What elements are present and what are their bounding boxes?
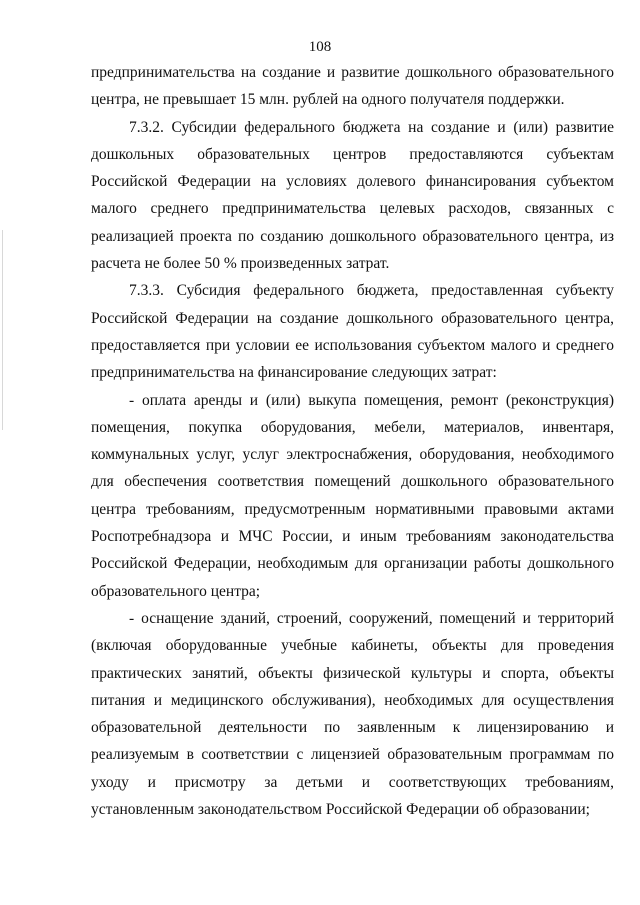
page-number: 108 <box>308 39 332 55</box>
body-text <box>91 59 614 823</box>
list-item-rent-repair: - оплата аренды и (или) выкупа помещения, ремонт (реконструкция) помещения, покупка оборудования, мебели, материалов, инвентаря, коммунальных услуг, услуг электроснабжения, оборудования, необходимого для обеспечения соответствия помещений дошкольного образовательного центра требованиям, предусмотренным нормативными правовыми актами Роспотребнадзора и МЧС России, и иным требованиям законодательства Российской Федерации, необходимым для организации работы дошкольного образовательного центра; <box>91 391 614 600</box>
list-item-equipment: - оснащение зданий, строений, сооружений, помещений и территорий (включая оборудованные учебные кабинеты, объекты для проведения практических занятий, объекты физической культуры и спорта, объекты питания и медицинского обслуживания), необходимых для осуществления образовательной деятельности по заявленным к лицензированию и реализуемым в соответствии с лицензией образовательным программам по уходу и присмотру за детьми и соответствующих требованиям, установленным законодательством Российской Федерации об образовании; <box>91 609 614 819</box>
paragraph-7-3-3: 7.3.3. Субсидия федерального бюджета, предоставленная субъекту Российской Федерации на создание дошкольного образовательного центра, предоставляется при условии ее использования субъектом малого и среднего предпринимательства на финансирование следующих затрат: <box>91 282 614 382</box>
paragraph-continuation: предпринимательства на создание и развитие дошкольного образовательного центра, не превышает 15 млн. рублей на одного получателя поддержки. <box>91 64 614 109</box>
paragraph-7-3-2: 7.3.2. Субсидии федерального бюджета на создание и (или) развитие дошкольных образовательных центров предоставляются субъектам Российской Федерации на условиях долевого финансирования субъектом малого среднего предпринимательства целевых расходов, связанных с реализацией проекта по созданию дошкольного образовательного центра, из расчета не более 50 % произведенных затрат. <box>91 118 614 273</box>
scan-edge-mark <box>2 230 3 430</box>
